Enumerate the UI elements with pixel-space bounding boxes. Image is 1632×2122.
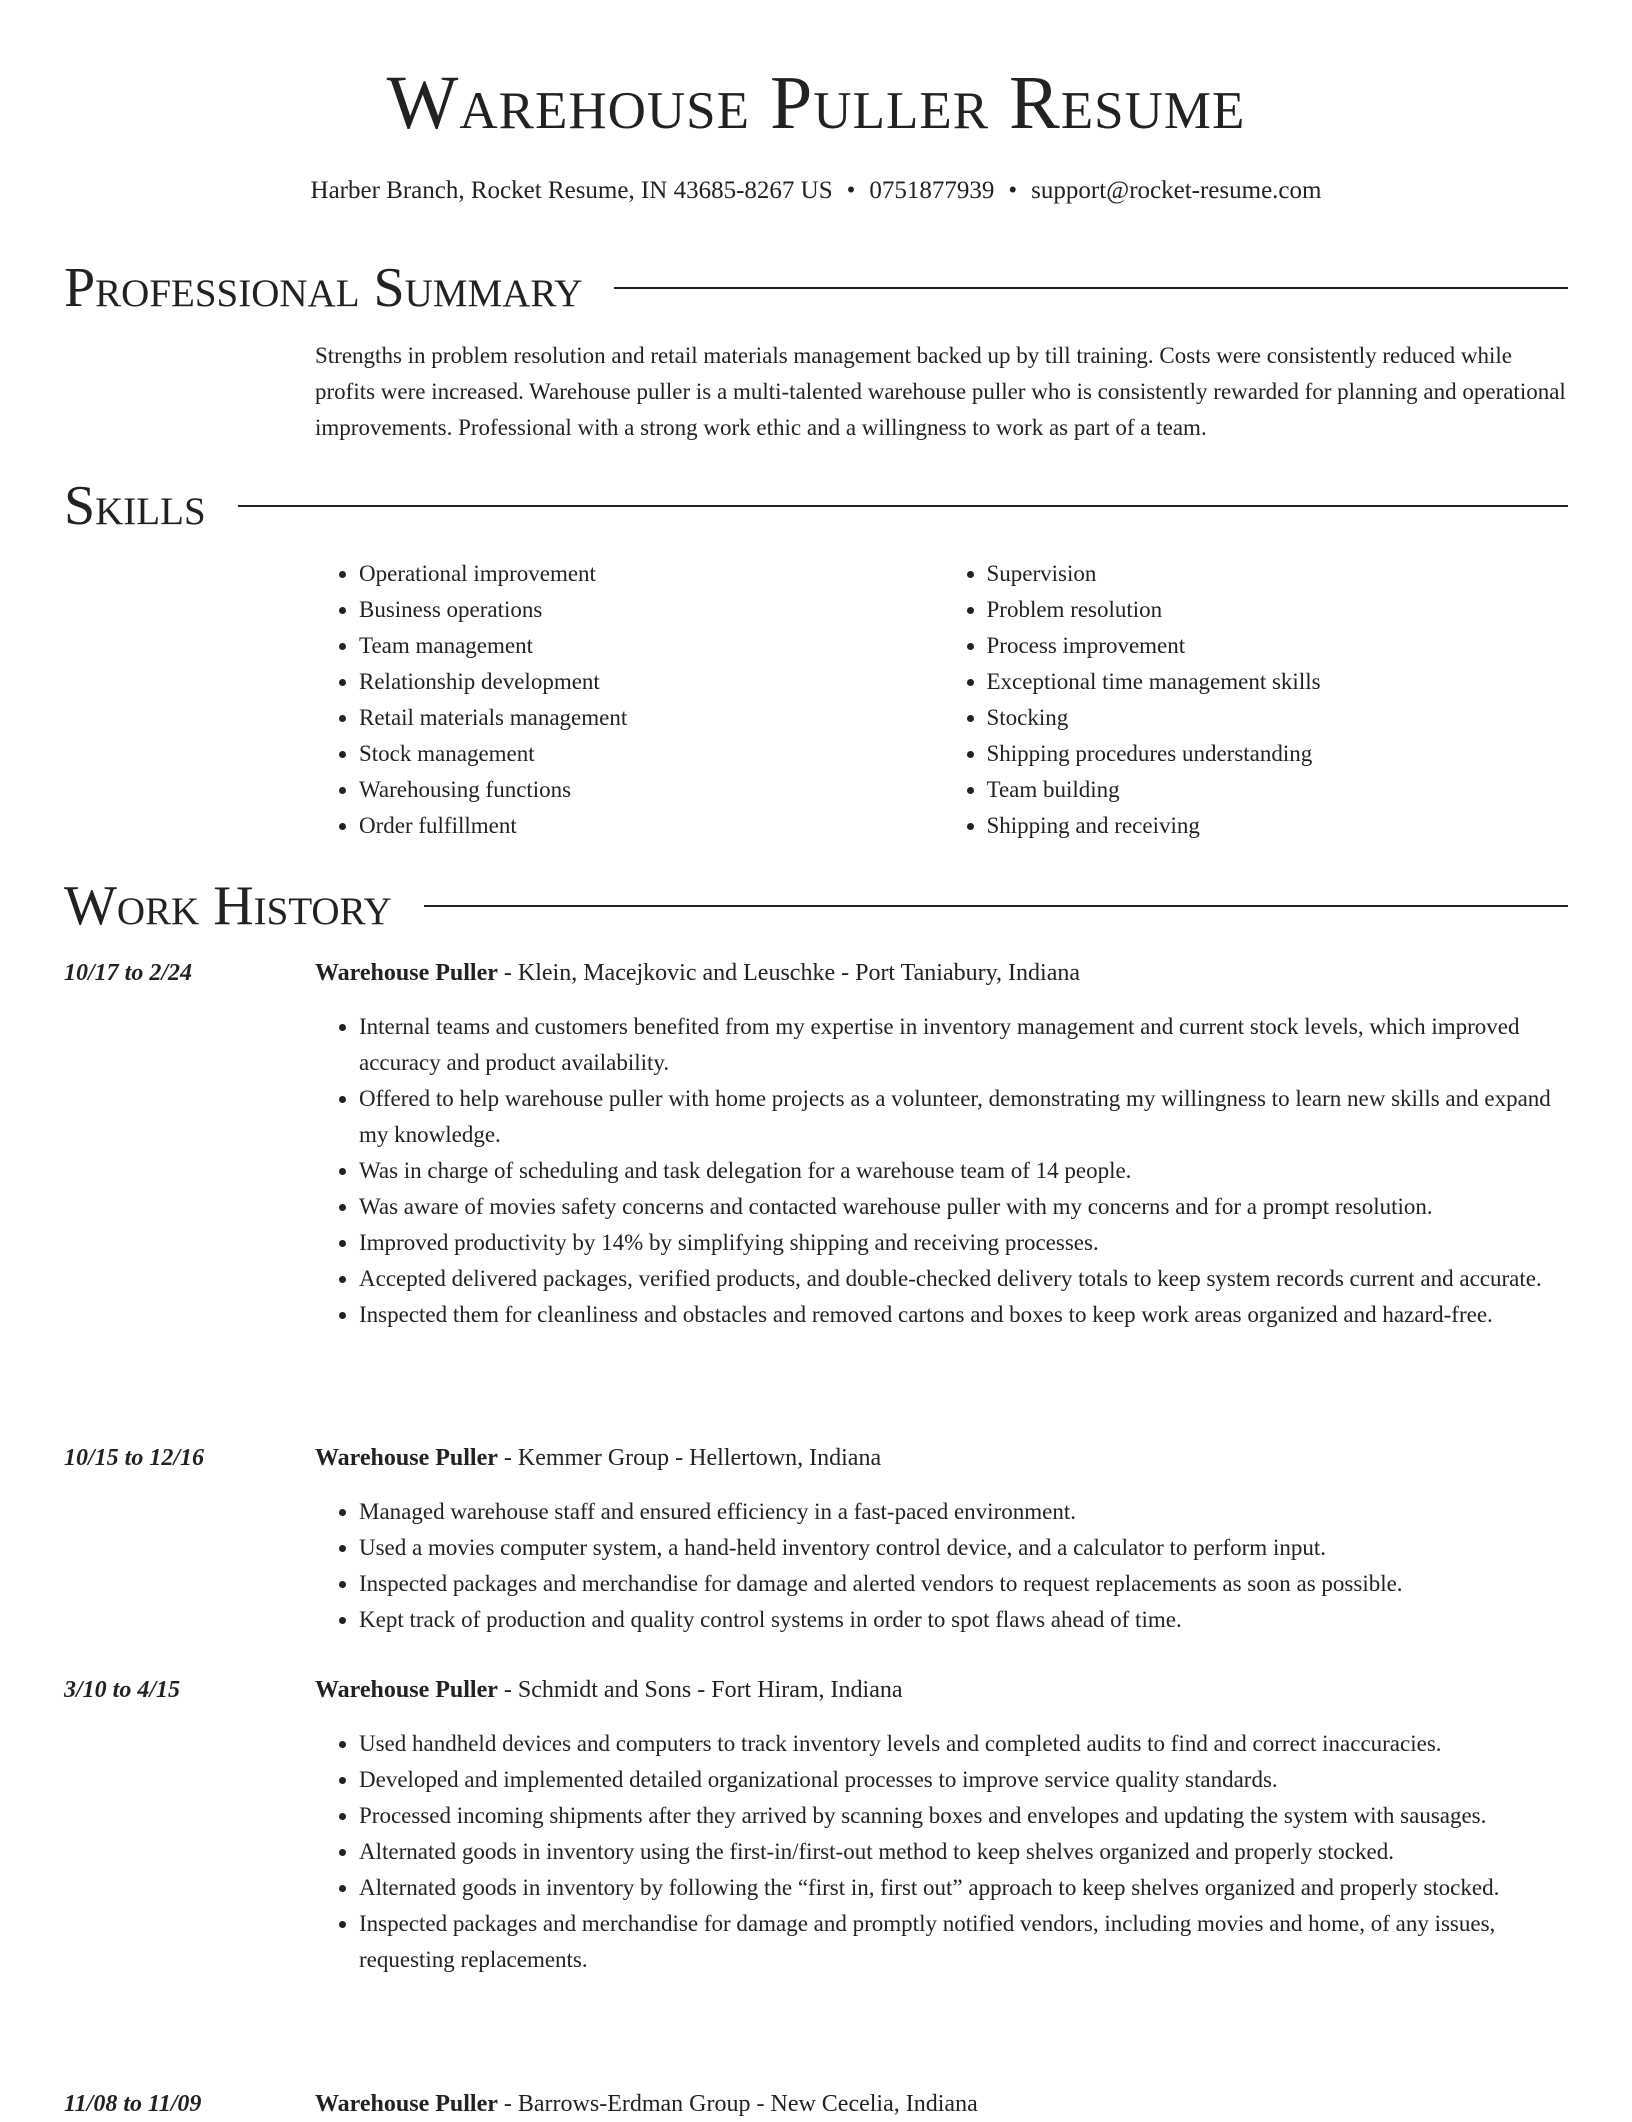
responsibility-item: • Kept track of production and quality control systems in order to spot flaws ahead of time. <box>359 1602 1570 1638</box>
job-responsibilities <box>315 1726 1570 1978</box>
work-history-section-heading <box>64 874 1568 938</box>
skill-item: • Shipping procedures understanding <box>987 736 1571 772</box>
contact-address: Harber Branch, Rocket Resume, IN 43685-8267 US <box>310 177 833 204</box>
responsibility-item: • Developed and implemented detailed organizational processes to improve service quality standards. <box>359 1762 1570 1798</box>
skill-item: • Operational improvement <box>359 556 943 592</box>
skill-item: • Shipping and receiving <box>987 808 1571 844</box>
resume-title: Warehouse Puller Resume <box>386 61 1246 145</box>
job-header <box>315 2086 1570 2122</box>
section-divider <box>424 905 1568 907</box>
job-responsibilities <box>315 1009 1570 1333</box>
responsibility-item: • Used handheld devices and computers to track inventory levels and completed audits to find and correct inaccuracies. <box>359 1726 1570 1762</box>
responsibility-item: • Alternated goods in inventory by following the “first in, first out” approach to keep shelves organized and properly stocked. <box>359 1870 1570 1906</box>
skill-item: • Exceptional time management skills <box>987 664 1571 700</box>
responsibility-item: • Accepted delivered packages, verified products, and double-checked delivery totals to keep system records current and accurate. <box>359 1261 1570 1297</box>
section-heading-label: Skills <box>64 475 206 537</box>
job-responsibilities <box>315 1494 1570 1638</box>
responsibility-item: • Offered to help warehouse puller with home projects as a volunteer, demonstrating my willingness to learn new skills and expand my knowledge. <box>359 1081 1570 1153</box>
responsibility-item: • Processed incoming shipments after they arrived by scanning boxes and envelopes and updating the system with sausages. <box>359 1798 1570 1834</box>
job-header <box>315 1672 1570 1708</box>
job-header <box>315 1440 1570 1476</box>
skill-item: • Team management <box>359 628 943 664</box>
contact-separator: • <box>846 177 856 204</box>
job-dates: 10/15 to 12/16 <box>64 1445 205 1471</box>
contact-separator: • <box>1008 177 1018 204</box>
job-role: Warehouse Puller <box>315 960 498 986</box>
job-employer-location: - Klein, Macejkovic and Leuschke - Port Taniabury, Indiana <box>497 960 1081 986</box>
job-dates: 3/10 to 4/15 <box>64 1677 181 1703</box>
responsibility-item: • Inspected them for cleanliness and obstacles and removed cartons and boxes to keep work areas organized and hazard-free. <box>359 1297 1570 1333</box>
skills-list <box>315 556 1570 844</box>
contact-email[interactable]: support@rocket-resume.com <box>1031 177 1322 204</box>
job-role: Warehouse Puller <box>315 1445 498 1471</box>
job-employer-location: - Kemmer Group - Hellertown, Indiana <box>497 1445 882 1471</box>
responsibility-item: • Alternated goods in inventory using the first-in/first-out method to keep shelves organized and properly stocked. <box>359 1834 1570 1870</box>
skill-item: • Stock management <box>359 736 943 772</box>
contact-phone: 0751877939 <box>869 177 995 204</box>
skill-item: • Relationship development <box>359 664 943 700</box>
skill-item: • Warehousing functions <box>359 772 943 808</box>
skills-column-left <box>315 556 943 844</box>
skill-item: • Business operations <box>359 592 943 628</box>
skill-item: • Problem resolution <box>987 592 1571 628</box>
section-heading-label: Professional Summary <box>64 257 583 319</box>
responsibility-item: • Used a movies computer system, a hand-held inventory control device, and a calculator to perform input. <box>359 1530 1570 1566</box>
contact-line <box>0 174 1632 208</box>
responsibility-item: • Internal teams and customers benefited from my expertise in inventory management and current stock levels, which improved accuracy and product availability. <box>359 1009 1570 1081</box>
responsibility-item: • Inspected packages and merchandise for damage and alerted vendors to request replacements as soon as possible. <box>359 1566 1570 1602</box>
job-dates: 11/08 to 11/09 <box>64 2091 202 2117</box>
section-divider <box>238 505 1568 507</box>
section-heading-label: Work History <box>64 875 392 937</box>
summary-section-heading <box>64 256 1568 320</box>
skill-item: • Team building <box>987 772 1571 808</box>
skills-section-heading <box>64 474 1568 538</box>
job-header <box>315 955 1570 991</box>
job-employer-location: - Schmidt and Sons - Fort Hiram, Indiana <box>497 1677 903 1703</box>
skill-item: • Process improvement <box>987 628 1571 664</box>
responsibility-item: • Inspected packages and merchandise for damage and promptly notified vendors, including movies and home, of any issues, requesting replacements. <box>359 1906 1570 1978</box>
job-employer-location: - Barrows-Erdman Group - New Cecelia, Indiana <box>497 2091 978 2117</box>
professional-summary-text: Strengths in problem resolution and retail materials management backed up by till training. Costs were consistently reduced while profits were increased. Warehouse puller is a multi-talented warehouse puller who is consistently rewarded for planning and operational improvements. Professional with a strong work ethic and a willingness to work as part of a team. <box>315 343 1566 440</box>
skills-column-right <box>943 556 1571 844</box>
responsibility-item: • Managed warehouse staff and ensured efficiency in a fast-paced environment. <box>359 1494 1570 1530</box>
job-role: Warehouse Puller <box>315 1677 498 1703</box>
responsibility-item: • Was in charge of scheduling and task delegation for a warehouse team of 14 people. <box>359 1153 1570 1189</box>
section-divider <box>614 287 1568 289</box>
job-dates: 10/17 to 2/24 <box>64 960 193 986</box>
skill-item: • Supervision <box>987 556 1571 592</box>
job-role: Warehouse Puller <box>315 2091 498 2117</box>
skill-item: • Retail materials management <box>359 700 943 736</box>
responsibility-item: • Was aware of movies safety concerns and contacted warehouse puller with my concerns and for a prompt resolution. <box>359 1189 1570 1225</box>
responsibility-item: • Improved productivity by 14% by simplifying shipping and receiving processes. <box>359 1225 1570 1261</box>
skill-item: • Order fulfillment <box>359 808 943 844</box>
skill-item: • Stocking <box>987 700 1571 736</box>
